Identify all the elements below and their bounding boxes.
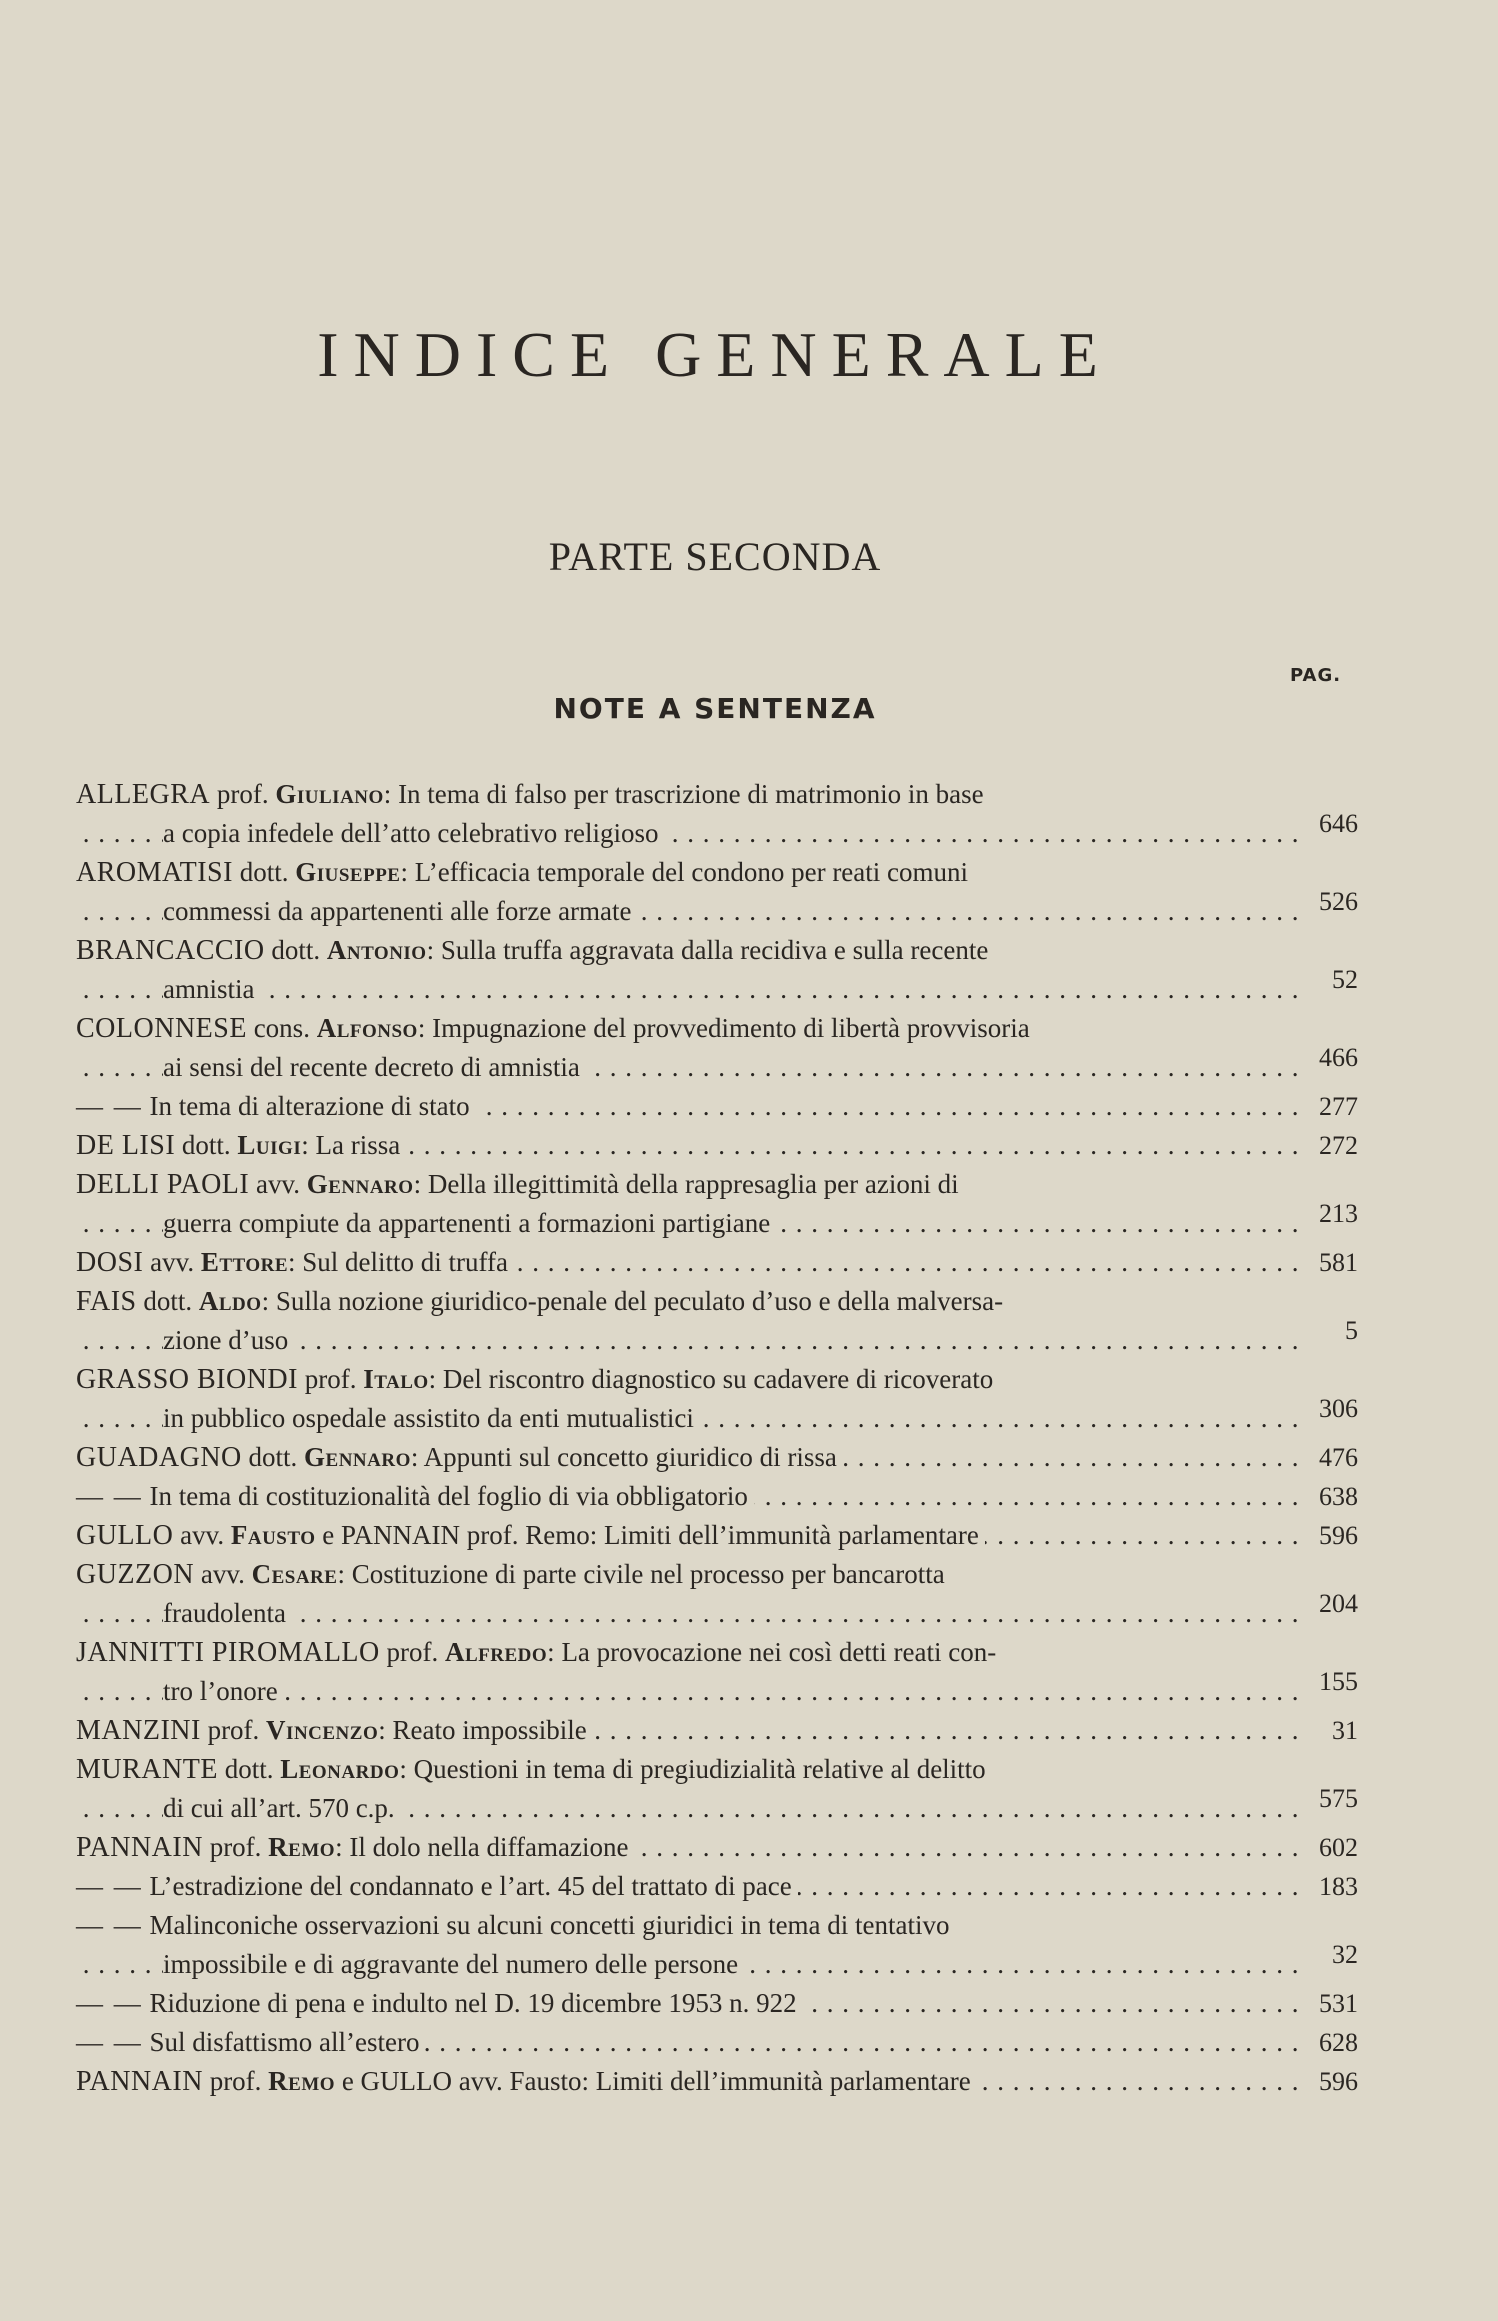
index-line-text: MANZINI prof. Vincenzo: Reato impossibile — [76, 1711, 593, 1750]
author-rank: prof. — [304, 1364, 357, 1394]
index-line-text — [163, 1789, 401, 1828]
entry-title-line: Malinconiche osservazioni su alcuni concetti giuridici in tema di tentativo — [149, 1910, 950, 1940]
author-rank: cons. — [253, 1013, 310, 1043]
index-line — [76, 1828, 1358, 1867]
index-line-text — [163, 1321, 294, 1360]
index-line-text: DE LISI dott. Luigi: La rissa — [76, 1126, 406, 1165]
author-surname: MURANTE — [76, 1754, 218, 1785]
author-rank: dott. — [224, 1754, 274, 1784]
author-given-name: Italo — [363, 1364, 429, 1394]
index-line — [76, 1906, 1346, 1945]
index-line-text: MURANTE dott. Leonardo: Questioni in tema di pregiudizialità relative al delitto — [76, 1750, 992, 1789]
entry-title-line: L’estradizione del condannato e l’art. 45 del trattato di pace — [149, 1871, 792, 1901]
repeat-author-dash: — — — [76, 1988, 143, 2018]
author-surname: GRASSO BIONDI — [76, 1364, 298, 1395]
entry-title-line: di cui all’art. 570 c.p. — [163, 1793, 395, 1823]
entry-title-line: impossibile e di aggravante del numero delle persone — [163, 1949, 739, 1979]
author-rank: dott. — [248, 1442, 298, 1472]
index-line — [76, 931, 1346, 970]
index-line-text — [163, 1399, 700, 1438]
index-line-text — [163, 1204, 776, 1243]
page-number: 5 — [1298, 1311, 1358, 1350]
entry-title-line: guerra compiute da appartenenti a formazioni partigiane — [163, 1208, 771, 1238]
index-line — [76, 1126, 1358, 1165]
index-line-text: GULLO avv. Fausto e PANNAIN prof. Remo: Limiti dell’immunità parlamentare — [76, 1516, 985, 1555]
repeat-author-dash: — — — [76, 1871, 143, 1901]
index-line-text: ALLEGRA prof. Giuliano: In tema di falso per trascrizione di matrimonio in base — [76, 775, 990, 814]
index-line-text — [76, 1906, 956, 1945]
author-rank: prof. — [386, 1637, 439, 1667]
author-given-name: Alfredo — [445, 1637, 548, 1667]
index-line-text — [163, 814, 665, 853]
index-line — [76, 1316, 1358, 1360]
part-heading: PARTE SECONDA — [548, 534, 882, 579]
index-line-text: JANNITTI PIROMALLO prof. Alfredo: La provocazione nei così detti reati con- — [76, 1633, 1002, 1672]
index-line-text — [163, 892, 638, 931]
entry-title-line: In tema di costituzionalità del foglio di via obbligatorio — [149, 1481, 748, 1511]
index-line — [76, 1667, 1358, 1711]
author-surname: PANNAIN — [76, 2066, 203, 2097]
index-line-text: BRANCACCIO dott. Antonio: Sulla truffa aggravata dalla recidiva e sulla recente — [76, 931, 994, 970]
entry-title-line: amnistia — [163, 974, 255, 1004]
index-line — [76, 1867, 1358, 1906]
index-line-text — [76, 1867, 798, 1906]
entry-title-line: Riduzione di pena e indulto nel D. 19 dicembre 1953 n. 922 — [149, 1988, 797, 2018]
page-number: 596 — [1298, 1516, 1358, 1555]
entry-title-line: ai sensi del recente decreto di amnistia — [163, 1052, 580, 1082]
author-rank: dott. — [271, 935, 321, 965]
index-line-text: GUADAGNO dott. Gennaro: Appunti sul concetto giuridico di rissa — [76, 1438, 843, 1477]
author-surname: PANNAIN — [76, 1832, 203, 1863]
author-given-name: Giuseppe — [295, 857, 401, 887]
author-rank: prof. — [209, 2066, 262, 2096]
author-given-name: Antonio — [326, 935, 427, 965]
entry-title-line: Limiti dell’immunità parlamentare — [595, 2066, 971, 2096]
author-given-name: Cesare — [251, 1559, 338, 1589]
page-column-label: PAG. — [1290, 665, 1342, 686]
page-number: 155 — [1298, 1662, 1358, 1701]
repeat-author-dash: — — — [76, 1910, 143, 1940]
index-line — [76, 1940, 1358, 1984]
page-number: 277 — [1298, 1087, 1358, 1126]
entry-title-line: Sul delitto di truffa — [302, 1247, 509, 1277]
author-given-name: Alfonso — [316, 1013, 418, 1043]
author-surname: GUZZON — [76, 1559, 195, 1590]
index-line-text: COLONNESE cons. Alfonso: Impugnazione del provvedimento di libertà provvisoria — [76, 1009, 1036, 1048]
entry-title-line: La rissa — [315, 1130, 401, 1160]
author-rank: avv. — [180, 1520, 225, 1550]
author-rank: dott. — [239, 857, 289, 887]
page-number: 646 — [1298, 804, 1358, 843]
author-rank: avv. — [200, 1559, 245, 1589]
index-line — [76, 1438, 1358, 1477]
index-line — [76, 1516, 1358, 1555]
index-line — [76, 853, 1346, 892]
author-surname: JANNITTI PIROMALLO — [76, 1637, 380, 1668]
author-surname: MANZINI — [76, 1715, 201, 1746]
author-given-name: Gennaro — [306, 1169, 414, 1199]
index-line — [76, 1984, 1358, 2023]
entry-title-line: a copia infedele dell’atto celebrativo religioso — [163, 818, 659, 848]
index-line — [76, 2062, 1358, 2101]
author-given-name: Luigi — [237, 1130, 302, 1160]
page-number: 213 — [1298, 1194, 1358, 1233]
index-line — [76, 1165, 1346, 1204]
index-line — [76, 1282, 1346, 1321]
entry-title-line: Reato impossibile — [392, 1715, 587, 1745]
author-surname: FAIS — [76, 1286, 137, 1317]
index-line-text — [163, 1594, 292, 1633]
page-number: 272 — [1298, 1126, 1358, 1165]
index-line-text: GUZZON avv. Cesare: Costituzione di parte civile nel processo per bancarotta — [76, 1555, 951, 1594]
author-given-name: Leonardo — [280, 1754, 400, 1784]
entry-title-line: Il dolo nella diffamazione — [349, 1832, 629, 1862]
page-number: 476 — [1298, 1438, 1358, 1477]
author-surname: BRANCACCIO — [76, 935, 265, 966]
author-given-name: Ettore — [200, 1247, 289, 1277]
author-surname: DOSI — [76, 1247, 144, 1278]
entry-title-line: tro l’onore — [163, 1676, 278, 1706]
entry-title-line: Appunti sul concetto giuridico di rissa — [423, 1442, 837, 1472]
entry-title-line: commessi da appartenenti alle forze armate — [163, 896, 632, 926]
index-line-text — [163, 1048, 586, 1087]
author-rank: dott. — [181, 1130, 231, 1160]
entry-title-line: Sul disfattismo all’estero — [149, 2027, 420, 2057]
author-given-name: Remo — [268, 2066, 336, 2096]
index-line — [76, 1477, 1358, 1516]
page-number: 526 — [1298, 882, 1358, 921]
entry-title-line: Del riscontro diagnostico su cadavere di ricoverato — [442, 1364, 994, 1394]
author-rank: avv. — [150, 1247, 195, 1277]
entry-title-line: Sulla truffa aggravata dalla recidiva e sulla recente — [440, 935, 989, 965]
author-given-name: Giuliano — [275, 779, 384, 809]
co-author: e PANNAIN prof. Remo — [322, 1520, 590, 1550]
entry-title-line: Impugnazione del provvedimento di libertà provvisoria — [432, 1013, 1030, 1043]
entry-title-line: Sulla nozione giuridico-penale del peculato d’uso e della malversa- — [275, 1286, 1004, 1316]
index-line — [76, 887, 1358, 931]
author-given-name: Fausto — [230, 1520, 316, 1550]
author-surname: GUADAGNO — [76, 1442, 242, 1473]
author-surname: GULLO — [76, 1520, 174, 1551]
index-line — [76, 1043, 1358, 1087]
index-line — [76, 1009, 1346, 1048]
author-surname: COLONNESE — [76, 1013, 247, 1044]
page-number: 581 — [1298, 1243, 1358, 1282]
page-number: 596 — [1298, 2062, 1358, 2101]
index-line — [76, 1633, 1346, 1672]
entry-title-line: in pubblico ospedale assistito da enti mutualistici — [163, 1403, 694, 1433]
index-line — [76, 1360, 1346, 1399]
index-line-text — [76, 1984, 803, 2023]
index-line — [76, 1750, 1346, 1789]
page-number: 32 — [1298, 1935, 1358, 1974]
author-rank: prof. — [216, 779, 269, 809]
author-given-name: Aldo — [198, 1286, 262, 1316]
page-number: 466 — [1298, 1038, 1358, 1077]
index-line — [76, 1199, 1358, 1243]
index-line — [76, 965, 1358, 1009]
entry-title-line: La provocazione nei così detti reati con- — [561, 1637, 997, 1667]
entry-title-line: In tema di falso per trascrizione di matrimonio in base — [398, 779, 984, 809]
index-line — [76, 1784, 1358, 1828]
page-number: 628 — [1298, 2023, 1358, 2062]
index-line-text: PANNAIN prof. Remo: Il dolo nella diffamazione — [76, 1828, 634, 1867]
index-line — [76, 775, 1346, 814]
author-rank: dott. — [143, 1286, 193, 1316]
page-number: 204 — [1298, 1584, 1358, 1623]
index-line-text — [163, 970, 260, 1009]
index-line — [76, 1589, 1358, 1633]
index-line — [76, 2023, 1358, 2062]
index-line-text: GRASSO BIONDI prof. Italo: Del riscontro diagnostico su cadavere di ricoverato — [76, 1360, 999, 1399]
entry-title-line: fraudolenta — [163, 1598, 286, 1628]
index-line-text — [76, 1087, 476, 1126]
author-given-name: Remo — [268, 1832, 336, 1862]
repeat-author-dash: — — — [76, 1091, 143, 1121]
entry-title-line: In tema di alterazione di stato — [149, 1091, 470, 1121]
page-title: INDICE GENERALE — [317, 319, 1113, 390]
index-line-text: PANNAIN prof. Remo e GULLO avv. Fausto: Limiti dell’immunità parlamentare — [76, 2062, 977, 2101]
page-number: 52 — [1298, 960, 1358, 999]
index-line — [76, 1394, 1358, 1438]
author-given-name: Vincenzo — [266, 1715, 379, 1745]
author-rank: prof. — [207, 1715, 260, 1745]
index-line-text — [76, 1477, 754, 1516]
page-number: 638 — [1298, 1477, 1358, 1516]
index-line-text: AROMATISI dott. Giuseppe: L’efficacia temporale del condono per reati comuni — [76, 853, 974, 892]
page-number: 306 — [1298, 1389, 1358, 1428]
page-number: 602 — [1298, 1828, 1358, 1867]
index-line-text — [163, 1945, 744, 1984]
author-rank: prof. — [209, 1832, 262, 1862]
author-rank: avv. — [255, 1169, 300, 1199]
author-given-name: Gennaro — [304, 1442, 411, 1472]
index-line — [76, 1243, 1358, 1282]
co-author: e GULLO avv. Fausto — [341, 2066, 582, 2096]
author-surname: DELLI PAOLI — [76, 1169, 250, 1200]
index-line-text: FAIS dott. Aldo: Sulla nozione giuridico-penale del peculato d’uso e della malversa- — [76, 1282, 1009, 1321]
index-line — [76, 1087, 1358, 1126]
index-list — [76, 775, 1358, 2101]
index-line-text — [163, 1672, 284, 1711]
author-surname: DE LISI — [76, 1130, 176, 1161]
index-line — [76, 1555, 1346, 1594]
index-line-text — [76, 2023, 425, 2062]
entry-title-line: Questioni in tema di pregiudizialità relative al delitto — [413, 1754, 986, 1784]
entry-title-line: Limiti dell’immunità parlamentare — [603, 1520, 979, 1550]
section-heading: NOTE A SENTENZA — [553, 692, 877, 725]
repeat-author-dash: — — — [76, 1481, 143, 1511]
index-line — [76, 809, 1358, 853]
page-number: 531 — [1298, 1984, 1358, 2023]
page-number: 575 — [1298, 1779, 1358, 1818]
entry-title-line: L’efficacia temporale del condono per reati comuni — [414, 857, 969, 887]
entry-title-line: zione d’uso — [163, 1325, 289, 1355]
repeat-author-dash: — — — [76, 2027, 143, 2057]
entry-title-line: Costituzione di parte civile nel processo per bancarotta — [351, 1559, 945, 1589]
page-number: 31 — [1298, 1711, 1358, 1750]
author-surname: ALLEGRA — [76, 779, 211, 810]
index-line-text: DOSI avv. Ettore: Sul delitto di truffa — [76, 1243, 514, 1282]
author-surname: AROMATISI — [76, 857, 233, 888]
entry-title-line: Della illegittimità della rappresaglia per azioni di — [427, 1169, 959, 1199]
index-line — [76, 1711, 1358, 1750]
index-line-text: DELLI PAOLI avv. Gennaro: Della illegittimità della rappresaglia per azioni di — [76, 1165, 965, 1204]
page-number: 183 — [1298, 1867, 1358, 1906]
